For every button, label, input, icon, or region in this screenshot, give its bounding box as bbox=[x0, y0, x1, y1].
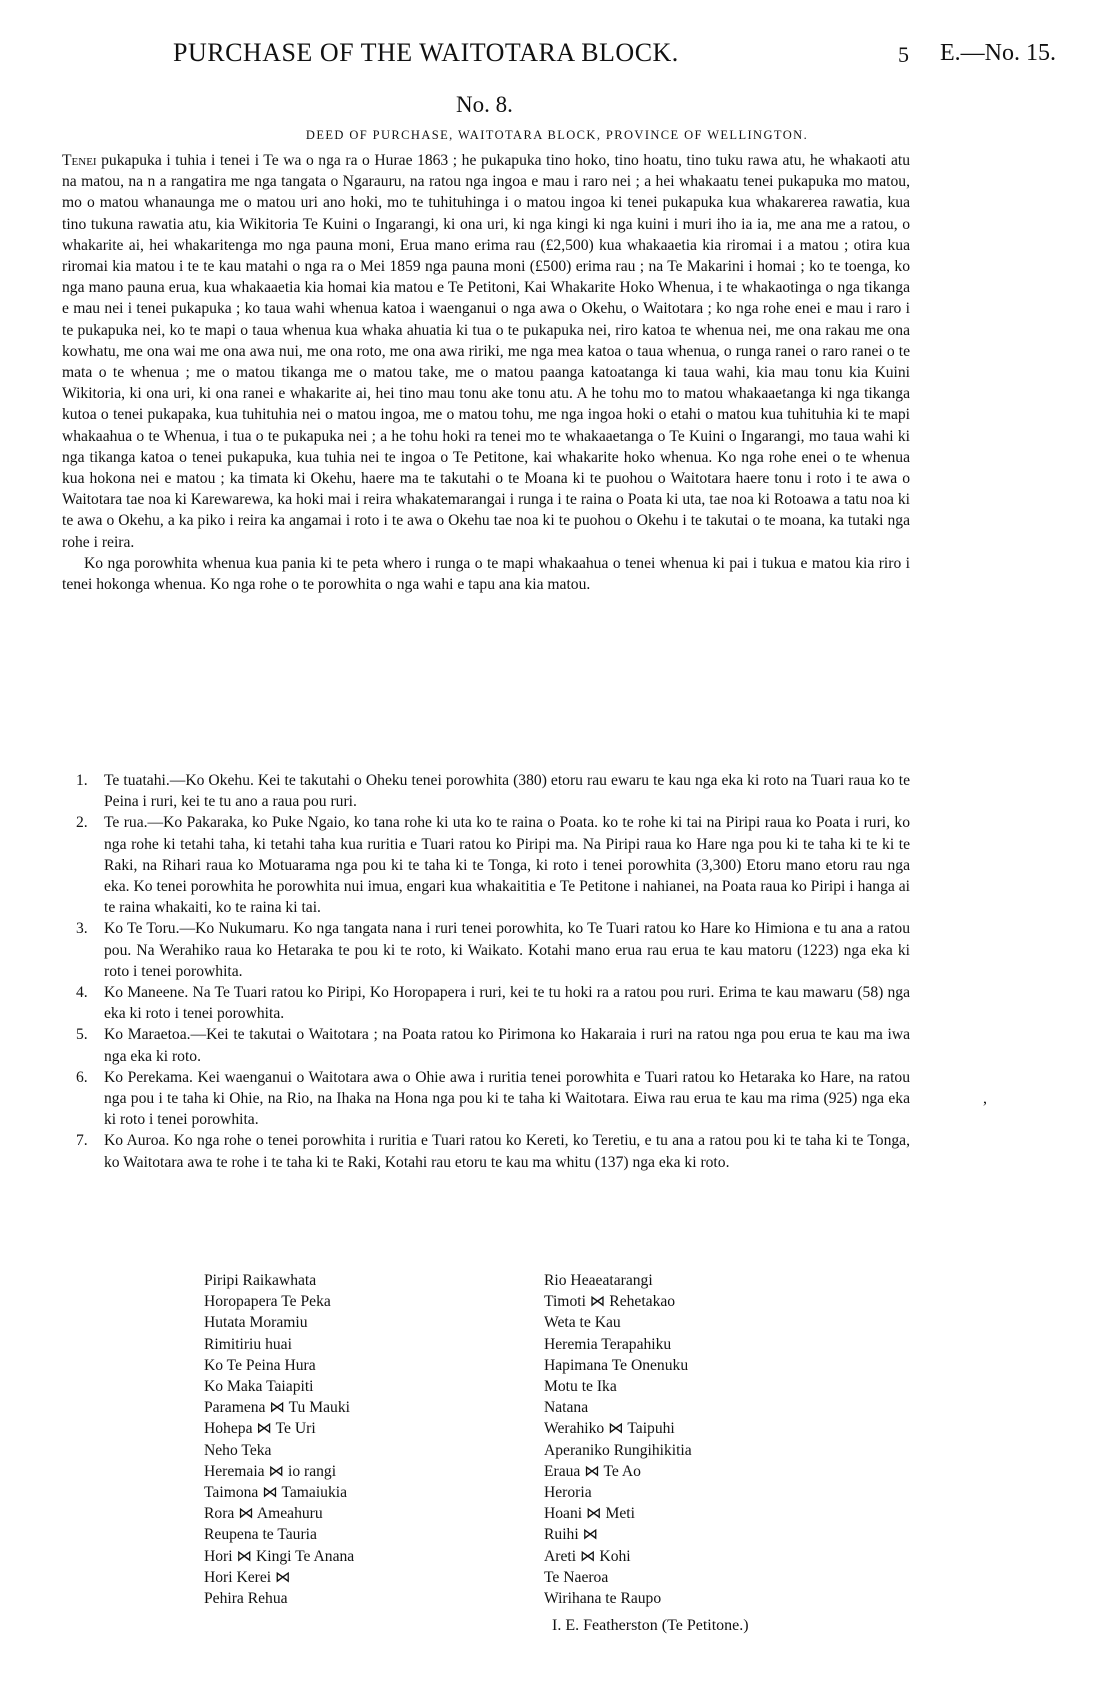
paragraph-lead-word: Tenei bbox=[62, 152, 97, 169]
signatory-name: Areti ⋈ Kohi bbox=[544, 1547, 631, 1565]
signatory-name: Piripi Raikawhata bbox=[204, 1272, 317, 1289]
signatory-name: Rora ⋈ Ameahuru bbox=[204, 1505, 323, 1523]
signatory-name: Aperaniko Rungihikitia bbox=[544, 1441, 692, 1459]
signatory-name: Ruihi ⋈ bbox=[544, 1526, 599, 1544]
boundary-text: Ko Auroa. Ko nga rohe o tenei porowhita i ruritia e Tuari ratou ko Kereti, ko Teretiu, e tu ana a ratou pou ki te taha ki te Tonga, ko Waitotara awa te rohe i te taha ki te Raki, Kotahi rau etoru te kau ma whitu (137) nga eka ki roto. bbox=[104, 1132, 910, 1171]
boundary-number: 4. bbox=[76, 984, 88, 1002]
signatory-name: Te Naeroa bbox=[544, 1568, 609, 1586]
boundary-item bbox=[62, 1067, 910, 1131]
signatory-name: Hoani ⋈ Meti bbox=[544, 1505, 635, 1523]
signatory-name: Natana bbox=[544, 1399, 589, 1417]
signatory-name: Timoti ⋈ Rehetakao bbox=[544, 1293, 676, 1311]
signatory-name: Eraua ⋈ Te Ao bbox=[544, 1462, 641, 1480]
boundary-number: 2. bbox=[76, 814, 88, 832]
boundary-item bbox=[62, 918, 910, 982]
boundary-text: Ko Te Toru.—Ko Nukumaru. Ko nga tangata nana i ruri tenei porowhita, ko Te Tuari ratou ko Hare ko Himiona e tu ana a ratou pou. Na Werahiko raua ko Hetaraka te pou ki te roto, ki Waikato. Kotahi mano erua rau erua te kau matoru (1223) nga eka ki roto i tenei porowhita. bbox=[104, 920, 910, 980]
signatory-name: Hori Kerei ⋈ bbox=[204, 1568, 291, 1586]
boundary-list bbox=[62, 770, 910, 1173]
signatory-name: Neho Teka bbox=[204, 1441, 272, 1459]
boundary-number: 7. bbox=[76, 1132, 88, 1150]
signatory-name: Heremaia ⋈ io rangi bbox=[204, 1462, 337, 1480]
boundary-text: Te rua.—Ko Pakaraka, ko Puke Ngaio, ko tana rohe ki uta ko te raina o Poata. ko te rohe ki tai na Piripi raua ko Poata i ruri, ko nga rohe ki tetahi taha, ki tetahi taha kua ruritia e Tuari ratou ko Piripi ma. Na Piripi raua ko Hare nga pou ki te taha ki te ki te Raki, na Rihari raua ko Motuarama nga pou ki te taha ki te Tonga, ki roto i tenei porowhita (3,300) Etoru mano etoru rau nga eka. Ko tenei porowhita he porowhita nui imua, engari kua whakaititia e Te Petitone i nahianei, na Poata raua ko Piripi i hanga ai te raina whakaiti, ko te raina ki tai. bbox=[104, 814, 910, 917]
signatory-name: Heremia Terapahiku bbox=[544, 1335, 672, 1353]
boundary-item bbox=[62, 770, 910, 812]
signatory-name: Hohepa ⋈ Te Uri bbox=[204, 1420, 316, 1438]
signatory-name: Taimona ⋈ Tamaiukia bbox=[204, 1484, 348, 1502]
signatory-name: Hutata Moramiu bbox=[204, 1314, 308, 1332]
boundary-number: 1. bbox=[76, 772, 88, 789]
commissioner-signature: I. E. Featherston (Te Petitone.) bbox=[552, 1617, 749, 1634]
margin-mark: , bbox=[983, 1090, 987, 1107]
paragraph-2: Ko nga porowhita whenua kua pania ki te peta whero i runga o te mapi whakaahua o tenei whenua ki pai i tukua e matou kia riro i tenei hokonga whenua. Ko nga rohe o te porowhita o nga wahi e tapu ana kia matou. bbox=[62, 554, 910, 594]
signatory-name: Ko Maka Taiapiti bbox=[204, 1378, 314, 1396]
page-number: 5 bbox=[898, 42, 909, 67]
signatory-name: Hapimana Te Onenuku bbox=[544, 1356, 689, 1374]
boundary-number: 3. bbox=[76, 920, 88, 938]
boundary-item bbox=[62, 1130, 910, 1172]
signatory-name: Motu te Ika bbox=[544, 1378, 617, 1396]
running-title: PURCHASE OF THE WAITOTARA BLOCK. bbox=[173, 38, 679, 67]
boundary-item bbox=[62, 1024, 910, 1066]
paragraph-1-text: pukapuka i tuhia i tenei i Te wa o nga ra o Hurae 1863 ; he pukapuka tino hoko, tino hoatu, tino tuku rawa atu, he whakaoti atu na matou, na n a rangatira me nga tangata o Ngarauru, na ratou nga ingoa e mau i raro nei ; a hei whakaatu tenei pukapuka mo matou, mo o matou whanaunga me o matou uri ano hoki, mo te tuhituhinga i o matou ingoa ki tenei pukapuka kua whakarerea rawatia, kua tino tukuna rawatia atu, kia Wikitoria Te Kuini o Ingarangi, ki ona uri, ki nga kingi ki nga kuini i muri iho ia ia, me ana me a ratou, o whakarite ai, hei whakaritenga mo nga pauna moni, Erua mano erima rau (£2,500) kua whakaaetia kia riromai i a matou ; otira kua riromai kia matou i te te kau matahi o nga ra o Mei 1859 nga pauna moni (£500) erima rau ; na Te Makarini i homai ; ko te toenga, ko nga mano pauna erua, kua whakaaetia kia homai kia matou e Te Petitoni, Kai Whakarite Hoko Whenua, i te whakaotinga o nga tikanga e mau nei i tenei pukapuka ; ko taua wahi whenua katoa i waenganui o nga awa o Okehu, o Waitotara ; ko nga rohe enei e mau i raro i te pukapuka nei, ko te mapi o taua whenua kua whaka ahuatia ki tua o te pukapuka nei, riro katoa te whenua nei, me ona rakau me ona kowhatu, me ona wai me ona awa nui, me ona roto, me ona awa ririki, me nga mea katoa o taua whenua, o runga ranei o raro ranei o te mata o te whenua ; me o matou tikanga me o matou take, me o matou paanga katoatanga ki taua wahi, kia mau tonu kia Kuini Wikitoria, ki ona uri, ki ona ranei e whakarite ai, hei tino mau tonu ake tonu atu. A he tohu mo to matou whakaaetanga ki nga tikanga kutoa o tenei pukapaka, kua tuhituhia nei o matou ingoa, me o matou tohu, me nga ingoa hoki o etahi o matou kua tuhituhia ki te mapi whakaahua o te Whenua, i tua o te pukapuka nei ; a he tohu hoki ra tenei mo te whakaaetanga o Te Kuini o Ingarangi, mo taua wahi ki nga tikanga katoa o tenei pukapuka, kua tuhia nei te ingoa o Te Petitone, kai whakarite hoko whenua. Ko nga rohe enei o te whenua kua hokona nei e matou ; ka timata ki Okehu, haere ma te takutahi o te Moana ki te puohou o Waitotara haere tonu i roto i te awa o Waitotara tae noa ki Karewarewa, ka hoki mai i reira whakatemarangai i runga i te raina o Poata ki uta, tae noa ki Rotoawa a tatu noa ki te awa o Okehu, a ka piko i reira ka angamai i roto i te awa o Okehu tae noa ki te puohou o Okehu i te takutai o te moana, ka tutaki nga rohe i reira. bbox=[62, 152, 910, 551]
signatory-name: Horopapera Te Peka bbox=[204, 1293, 331, 1311]
signatory-name: Pehira Rehua bbox=[204, 1590, 288, 1608]
signatory-name: Rimitiriu huai bbox=[204, 1335, 292, 1353]
boundary-number: 5. bbox=[76, 1026, 88, 1044]
signatory-name: Paramena ⋈ Tu Mauki bbox=[204, 1399, 350, 1417]
boundary-text: Ko Perekama. Kei waenganui o Waitotara awa o Ohie awa i ruritia tenei porowhita e Tuari ratou ko Hetaraka ko Hare, na ratou nga pou i te taha ki Ohie, na Rio, na Ihaka na Hona nga pou ki te taha ki Waitotara. Eiwa rau erua te kau ma rima (925) nga eka ki roto i tenei porowhita. bbox=[104, 1068, 910, 1129]
signatory-name: Werahiko ⋈ Taipuhi bbox=[544, 1420, 675, 1438]
signatories-left-column bbox=[204, 1270, 354, 1609]
signatory-name: Wirihana te Raupo bbox=[544, 1590, 662, 1608]
document-reference: E.—No. 15. bbox=[940, 40, 1056, 66]
signatory-name: Rio Heaeatarangi bbox=[544, 1272, 653, 1289]
boundary-text: Ko Maraetoa.—Kei te takutai o Waitotara ; na Poata ratou ko Pirimona ko Hakaraia i ruri na ratou nga pou erua te kau ma iwa nga eka ki roto. bbox=[104, 1026, 910, 1065]
deed-number: No. 8. bbox=[456, 92, 513, 117]
signatory-name: Ko Te Peina Hura bbox=[204, 1356, 316, 1374]
deed-body bbox=[62, 150, 910, 595]
signatories-right-column bbox=[544, 1270, 692, 1609]
boundary-text: Te tuatahi.—Ko Okehu. Kei te takutahi o Oheku tenei porowhita (380) etoru rau ewaru te kau nga eka ki roto na Tuari raua ko te Peina i ruri, kei te tu ano a raua pou ruri. bbox=[104, 772, 910, 811]
paragraph-1 bbox=[62, 150, 910, 553]
signatory-name: Heroria bbox=[544, 1484, 592, 1502]
boundary-text: Ko Maneene. Na Te Tuari ratou ko Piripi, Ko Horopapera i ruri, kei te tu hoki ra a ratou pou ruri. Erima te kau mawaru (58) nga eka ki roto i tenei porowhita. bbox=[104, 984, 910, 1023]
deed-heading: DEED OF PURCHASE, WAITOTARA BLOCK, PROVINCE OF WELLINGTON. bbox=[305, 128, 809, 142]
boundary-number: 6. bbox=[76, 1068, 88, 1086]
boundary-item bbox=[62, 812, 910, 918]
signatory-name: Hori ⋈ Kingi Te Anana bbox=[204, 1547, 355, 1565]
signatory-name: Weta te Kau bbox=[544, 1314, 621, 1332]
boundary-item bbox=[62, 982, 910, 1024]
signatory-name: Reupena te Tauria bbox=[204, 1526, 317, 1544]
